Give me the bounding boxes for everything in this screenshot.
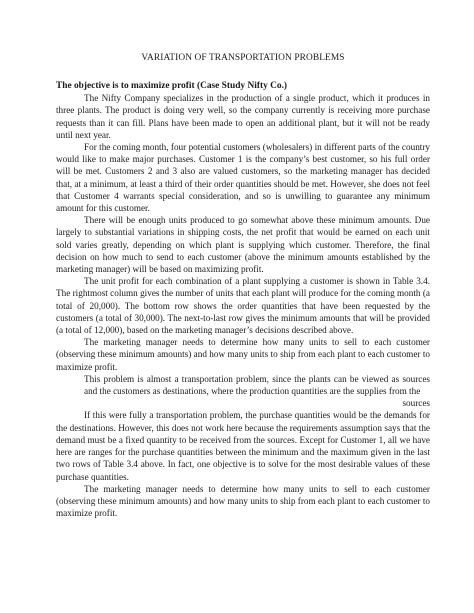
paragraph: There will be enough units produced to go somewhat above these minimum amounts. Due largely to substantial variations in shipping costs, the net profit that would be earned on each unit sold varies greatly, depending on which plant is supplying which customer. Therefore, the final decision on how much to send to each customer (above the minimum amounts established by the marketing manager) will be based on maximizing profit.	[56, 215, 430, 275]
indented-paragraph: This problem is almost a transportation problem, since the plants can be viewed as sources and the customers as destinations, where the production quantities are the supplies from the	[84, 373, 430, 397]
paragraph: If this were fully a transportation problem, the purchase quantities would be the demands for the destinations. However, this does not work here because the requirements assumption says that the demand must be a fixed quantity to be received from the sources. Except for Customer 1, all we have here are ranges for the purchase quantities between the minimum and the maximum given in the last two rows of Table 3.4 above. In fact, one objective is to solve for the most desirable values of these purchase quantities.	[56, 410, 430, 482]
paragraph: The marketing manager needs to determine how many units to sell to each customer (observing these minimum amounts) and how many units to ship from each plant to each customer to maximize profit.	[56, 337, 430, 372]
paragraph: The unit profit for each combination of a plant supplying a customer is shown in Table 3.4. The rightmost column gives the number of units that each plant will produce for the coming month (a total of 20,000). The bottom row shows the order quantities that have been requested by the customers (a total of 30,000). The next-to-last row gives the minimum amounts that will be provided (a total of 12,000), based on the marketing manager’s decisions described above.	[56, 276, 430, 336]
paragraph: For the coming month, four potential customers (wholesalers) in different parts of the country would like to make major purchases. Customer 1 is the company’s best customer, so his full order will be met. Customers 2 and 3 also are valued customers, so the marketing manager has decided that, at a minimum, at least a third of their order quantities should be met. However, she does not feel that Customer 4 warrants special consideration, and so is unwilling to guarantee any minimum amount for this customer.	[56, 142, 430, 214]
paragraph: The Nifty Company specializes in the production of a single product, which it produces in three plants. The product is doing very well, so the company currently is receiving more purchase requests than it can fill. Plans have been made to open an additional plant, but it will not be ready until next year.	[56, 93, 430, 140]
indented-paragraph-tail: sources	[402, 398, 430, 409]
section-heading: The objective is to maximize profit (Case Study Nifty Co.)	[56, 81, 288, 91]
document-title: VARIATION OF TRANSPORTATION PROBLEMS	[141, 53, 345, 63]
paragraph: The marketing manager needs to determine how many units to sell to each customer (observing these minimum amounts) and how many units to ship from each plant to each customer to maximize profit.	[56, 483, 430, 519]
